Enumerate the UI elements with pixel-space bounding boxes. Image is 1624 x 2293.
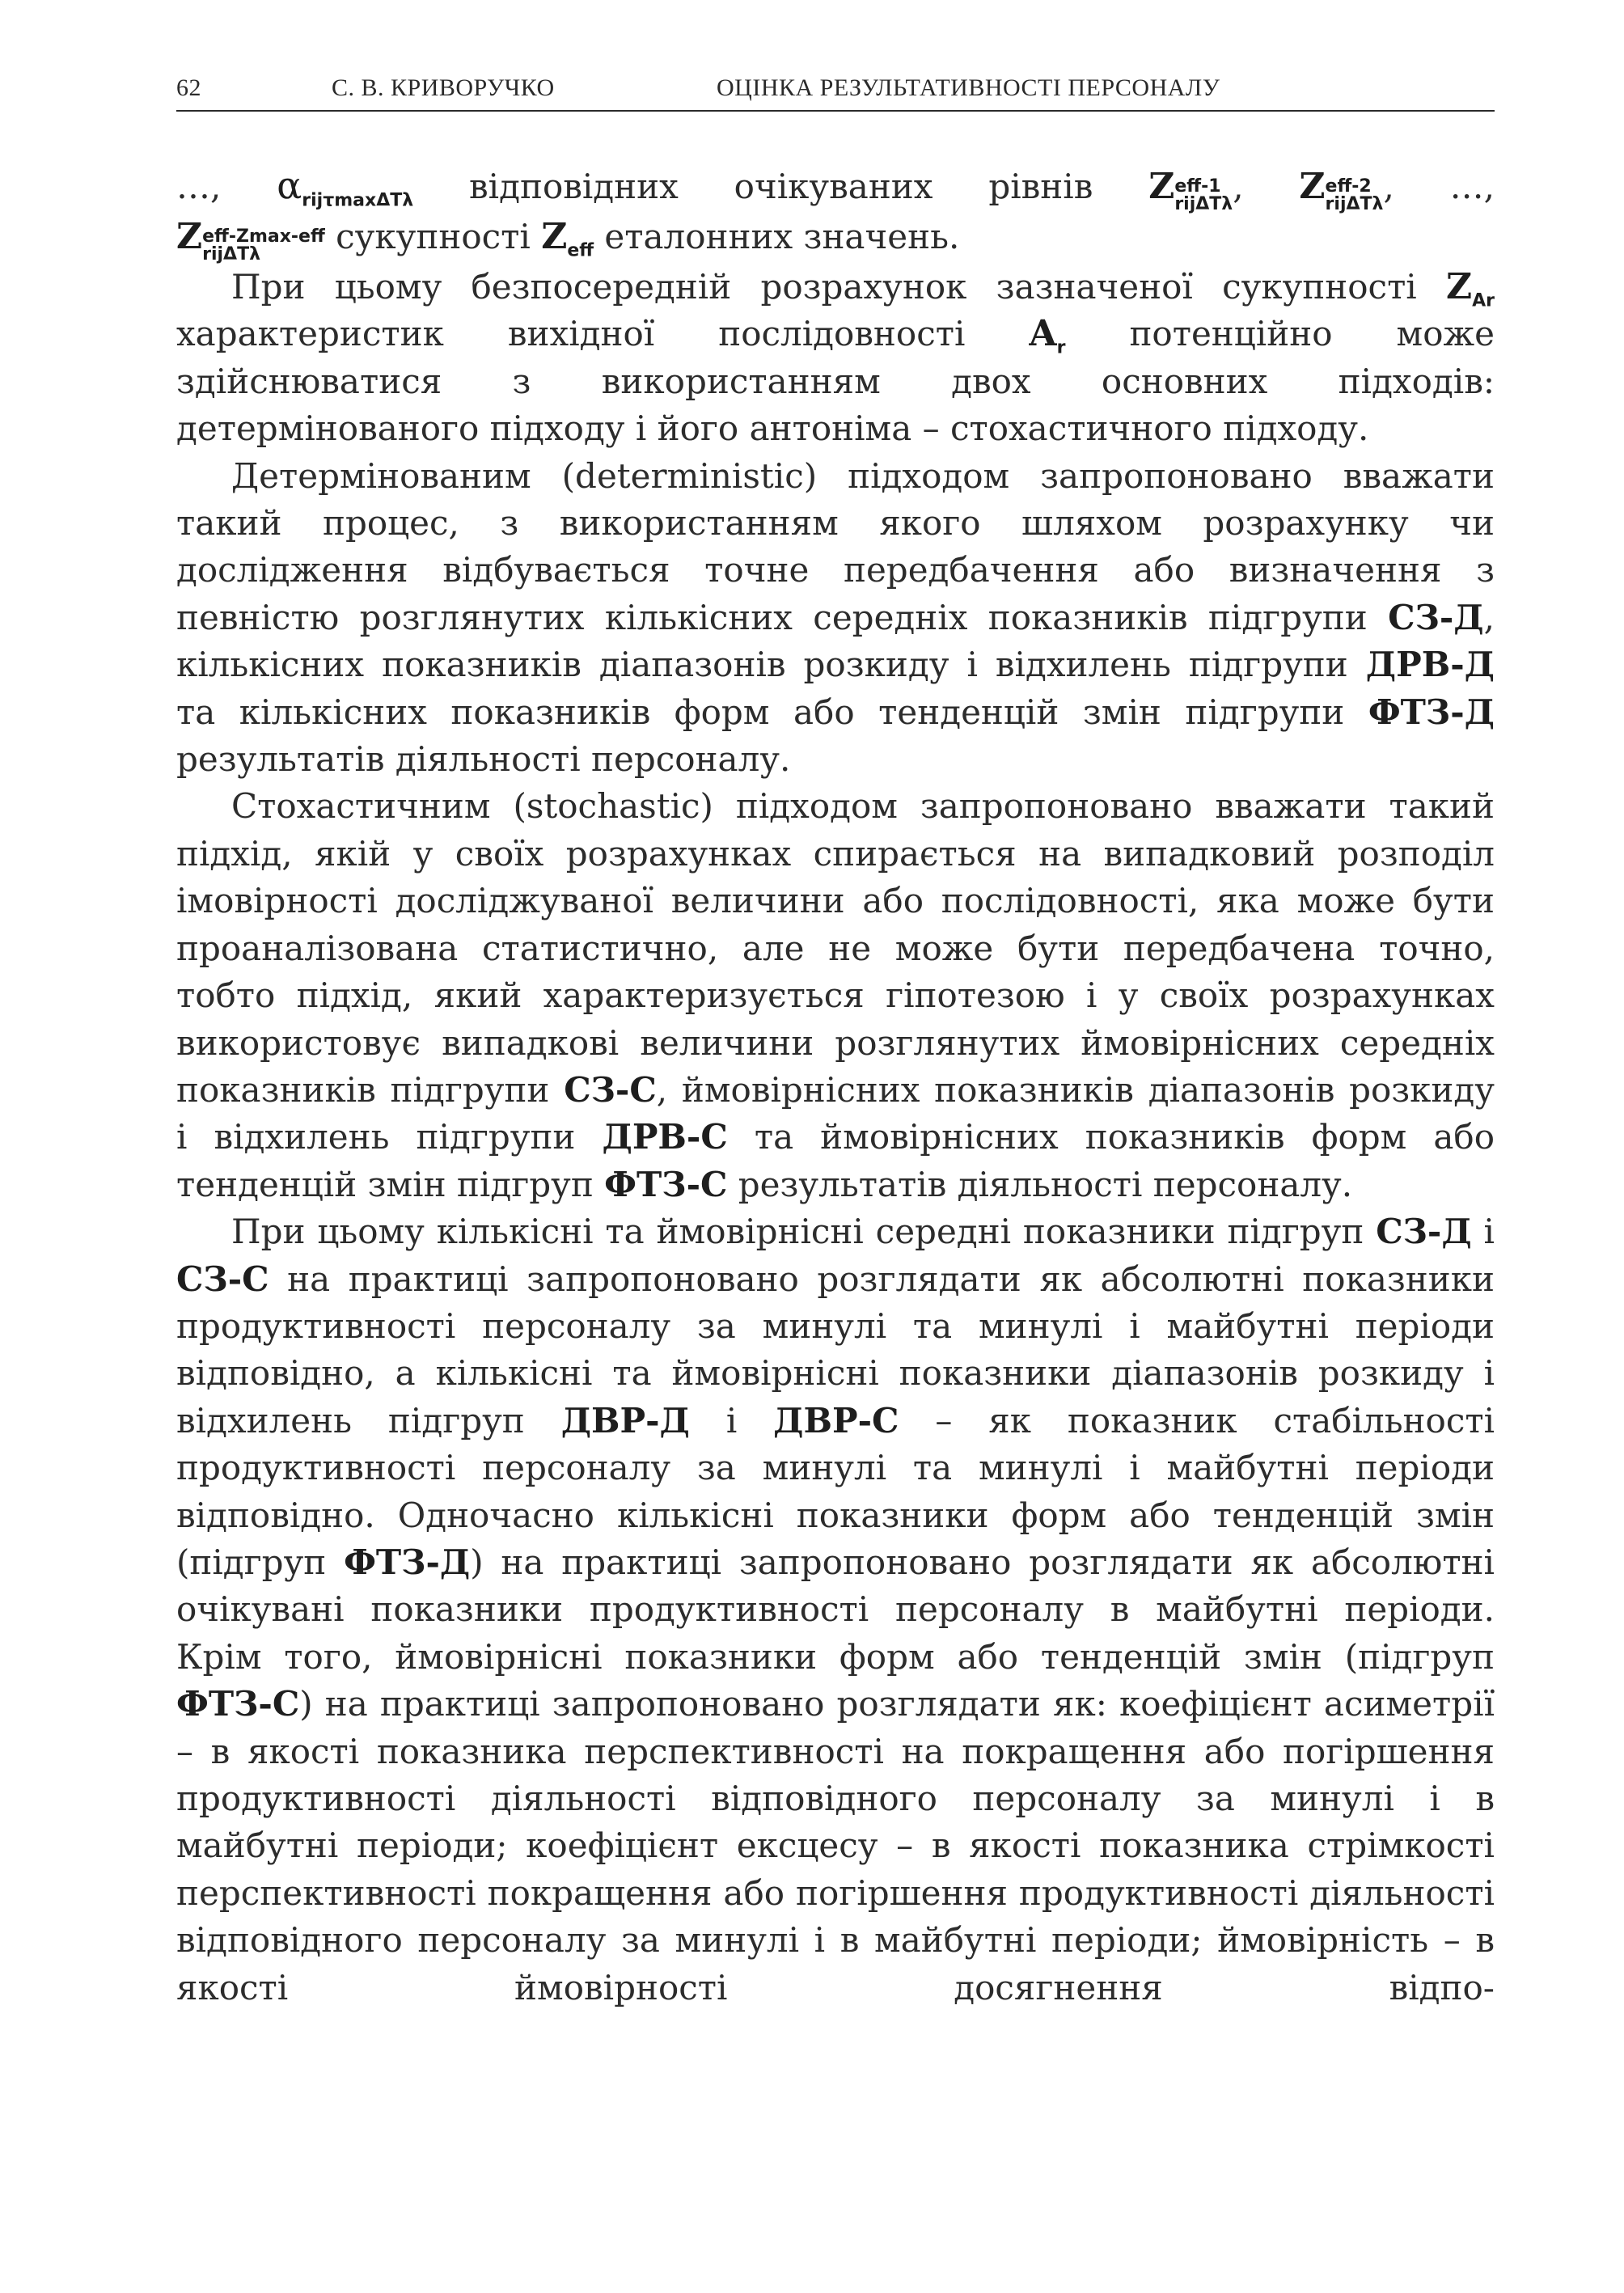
p5-text-2: і [1483,1212,1495,1252]
paragraph-1-continued: …, $\alpha_{rij\tau max\Delta T\lambda}$ відповідних очікуваних рівнів Z eff-1 rijΔTλ , Z eff-2 rijΔTλ , …, [176,163,1495,214]
p5-text-4: і [725,1400,738,1441]
group-code-drv-d: ДРВ-Д [1365,645,1495,685]
header-author: С. В. КРИВОРУЧКО [332,74,555,101]
paragraph-2 [176,264,1495,453]
formula-alpha: $\alpha_{rij\tau max\Delta T\lambda}$ [277,163,414,211]
p2-text-2: характеристик вихідної послідовності [176,314,966,354]
p4-text-2: , ймовірнісних показників діапазонів розкиду і відхилень підгрупи [176,1069,1495,1157]
formula-z-eff-last: Z eff-Zmax-eff rijΔTλ [176,216,325,264]
formula-z-eff-1: Z eff-1 rijΔTλ [1148,166,1233,214]
p2-text-3: потенційно може здійснюватися з використанням двох основних підходів: детермінованого підходу і його антоніма – стохастичного підходу. [176,314,1495,449]
formula-z-eff-2: Z eff-2 rijΔTλ [1299,166,1384,214]
p1-text-2: сукупності [336,217,531,256]
p1-text-3: еталонних значень. [604,217,960,256]
header-book-title: ОЦІНКА РЕЗУЛЬТАТИВНОСТІ ПЕРСОНАЛУ [717,74,1220,101]
p3-text-4: результатів діяльності персоналу. [176,739,791,780]
paragraph-4 [176,783,1495,1208]
ellipsis: …, [176,167,222,206]
p5-text-5: – як показник стабільності продуктивності персоналу за минулі та минулі і майбутні періоди відповідно. Одночасно кількісні показники форм або тенденцій змін (підгруп [176,1400,1495,1582]
running-header [176,70,1495,112]
group-code-ftz-d: ФТЗ-Д [1368,692,1495,732]
body-text [176,162,1495,2012]
group-code-sz-d: СЗ-Д [1376,1212,1472,1252]
p3-text-3: та кількісних показників форм або тенденцій змін підгрупи [176,692,1345,732]
p5-text-7: ) на практиці запропоновано розглядати як: коефіцієнт асиметрії – в якості показника перспективності на покращення або погіршення продуктивності діяльності відповідного персоналу за минулі і в майбутні періоди; коефіцієнт ексцесу – в якості показника стрімкості перспективності покращення або погіршення продуктивності діяльності відповідного персоналу за минулі і в майбутні періоди; ймовірність – в якості ймовірності досягнення відпо- [176,1684,1495,2007]
group-code-drv-s: ДРВ-С [602,1117,728,1157]
ellipsis: …, [1449,167,1495,206]
group-code-ftz-d: ФТЗ-Д [344,1542,471,1582]
p5-text-6: ) на практиці запропоновано розглядати як абсолютні очікувані показники продуктивності персоналу в майбутні періоди. Крім того, ймовірнісні показники форм або тенденцій змін (підгруп [176,1542,1495,1677]
paragraph-1-end [176,214,1495,264]
group-code-dvr-s: ДВР-С [773,1400,899,1441]
formula-a-r: $A_r$ [1029,313,1066,358]
p4-text-3: та ймовірнісних показників форм або тенденцій змін підгруп [176,1117,1495,1204]
p3-text-2: , кількісних показників діапазонів розкиду і відхилень підгрупи [176,597,1495,685]
p4-text-4: результатів діяльності персоналу. [738,1164,1353,1204]
p1-text-1: відповідних очікуваних рівнів [469,167,1093,206]
group-code-ftz-s: ФТЗ-С [604,1164,728,1204]
formula-z-eff: $Z_{eff}$ [541,216,594,261]
p4-text-1: Стохастичним (stochastic) підходом запропоновано вважати такий підхід, якій у своїх розрахунках спирається на випадковий розподіл імовірності досліджуваної величини або послідовності, яка може бути проаналізована статистично, але не може бути передбачена точно, тобто підхід, який характеризується гіпотезою і у своїх розрахунках використовує випадкові величини розглянутих ймовірнісних середніх показників підгрупи [176,786,1495,1110]
p2-text-1: При цьому безпосередній розрахунок зазначеної сукупності [231,267,1417,307]
group-code-sz-s: СЗ-С [176,1259,269,1299]
p5-text-1: При цьому кількісні та ймовірнісні середні показники підгруп [231,1212,1364,1252]
group-code-ftz-s: ФТЗ-С [176,1684,300,1724]
p3-text-1: Детермінованим (deterministic) підходом запропоновано вважати такий процес, з використанням якого шляхом розрахунку чи дослідження відбувається точне передбачення або визначення з певністю розглянутих кількісних середніх показників підгрупи [176,455,1495,637]
formula-z-ar: $Z_{Ar}$ [1445,266,1495,311]
group-code-dvr-d: ДВР-Д [560,1400,690,1441]
paragraph-5 [176,1208,1495,2012]
paragraph-3 [176,453,1495,784]
p5-text-3: на практиці запропоновано розглядати як абсолютні показники продуктивності персоналу за минулі та минулі і майбутні періоди відповідно, а кількісні та ймовірнісні показники діапазонів розкиду і відхилень підгруп [176,1259,1495,1441]
group-code-sz-d: СЗ-Д [1388,597,1484,637]
page-number: 62 [176,74,201,101]
group-code-sz-s: СЗ-С [564,1069,657,1110]
